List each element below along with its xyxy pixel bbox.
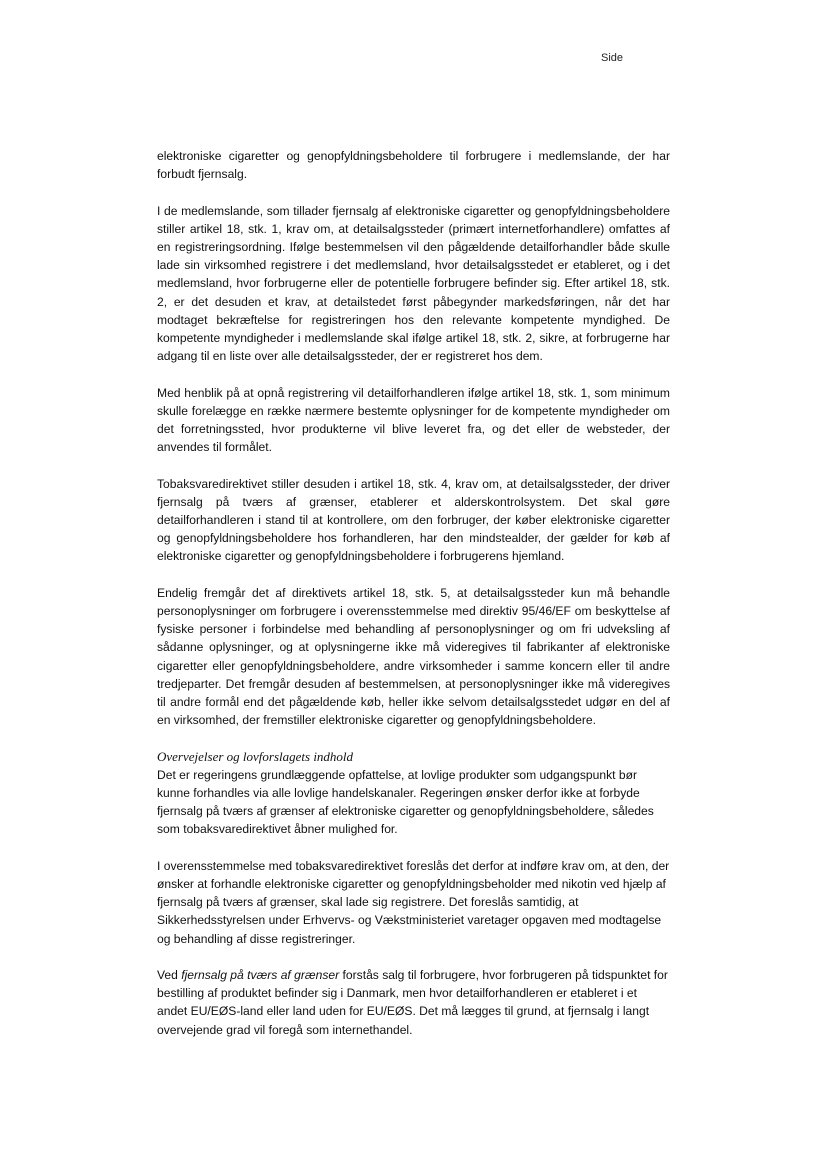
paragraph-8-term: fjernsalg på tværs af grænser <box>181 968 340 983</box>
section-heading: Overvejelser og lovforslagets indhold <box>157 748 354 764</box>
section-heading-wrapper <box>157 748 670 766</box>
paragraph-8-pre: Ved <box>157 968 182 983</box>
page-label: Side <box>601 52 624 64</box>
document-body <box>157 147 670 1057</box>
paragraph-5: Endelig fremgår det af direktivets artikel 18, stk. 5, at detailsalgssteder kun må behandle personoplysninger om forbrugere i overensstemmelse med direktiv 95/46/EF om beskyttelse af fysiske personer i forbindelse med behandling af personoplysninger og om fri udveksling af sådanne oplysninger, og at oplysningerne ikke må videregives til fabrikanter af elektroniske cigaretter eller genopfyldningsbeholdere, andre virksomheder i samme koncern eller til andre tredjeparter. Det fremgår desuden af bestemmelsen, at personoplysninger ikke må videregives til andre formål end det pågældende køb, heller ikke selvom detailsalgsstedet udgør en del af en virksomhed, der fremstiller elektroniske cigaretter og genopfyldningsbeholdere. <box>157 585 670 728</box>
paragraph-8-post: forstås salg til forbrugere, hvor forbrugeren på tidspunktet for bestilling af produktet befinder sig i Danmark, men hvor detailforhandleren er etableret i et andet EU/EØS-land eller land uden for EU/EØS. Det må lægges til grund, at fjernsalg i langt overvejende grad vil foregå som internethandel. <box>157 968 668 1037</box>
paragraph-2: I de medlemslande, som tillader fjernsalg af elektroniske cigaretter og genopfyldningsbeholdere stiller artikel 18, stk. 1, krav om, at detailsalgssteder (primært internetforhandlere) omfattes af en registreringsordning. Ifølge bestemmelsen vil den pågældende detailforhandler både skulle lade sin virksomhed registrere i det medlemsland, hvor detailsalgsstedet er etableret, og i det medlemsland, hvor forbrugerne eller de potentielle forbrugere befinder sig. Efter artikel 18, stk. 2, er det desuden et krav, at detailstedet først påbegynder markedsføringen, når det har modtaget bekræftelse for registreringen hos den relevante kompetente myndighed. De kompetente myndigheder i medlemslande skal ifølge artikel 18, stk. 2, sikre, at forbrugerne har adgang til en liste over alle detailsalgssteder, der er registreret hos dem. <box>157 203 670 364</box>
paragraph-8 <box>157 966 670 1039</box>
paragraph-3: Med henblik på at opnå registrering vil detailforhandleren ifølge artikel 18, stk. 1, som minimum skulle forelægge en række nærmere bestemte oplysninger for de kompetente myndigheder om det forretningssted, hvor produkterne vil blive leveret fra, og det eller de websteder, der anvendes til formålet. <box>157 385 670 455</box>
paragraph-7: I overensstemmelse med tobaksvaredirektivet foreslås det derfor at indføre krav om, at den, der ønsker at forhandle elektroniske cigaretter og genopfyldningsbeholder med nikotin ved hjælp af fjernsalg på tværs af grænser, skal lade sig registrere. Det foreslås samtidig, at Sikkerhedsstyrelsen under Erhvervs- og Vækstministeriet varetager opgaven med modtagelse og behandling af disse registreringer. <box>157 858 670 946</box>
paragraph-1: elektroniske cigaretter og genopfyldningsbeholdere til forbrugere i medlemslande, der har forbudt fjernsalg. <box>157 149 670 182</box>
paragraph-6: Det er regeringens grundlæggende opfattelse, at lovlige produkter som udgangspunkt bør kunne forhandles via alle lovlige handelskanaler. Regeringen ønsker derfor ikke at forbyde fjernsalg på tværs af grænser af elektroniske cigaretter og genopfyldningsbeholdere, således som tobaksvaredirektivet åbner mulighed for. <box>157 767 654 837</box>
paragraph-4: Tobaksvaredirektivet stiller desuden i artikel 18, stk. 4, krav om, at detailsalgssteder, der driver fjernsalg på tværs af grænser, etablerer et alderskontrolsystem. Det skal gøre detailforhandleren i stand til at kontrollere, om den forbruger, der køber elektroniske cigaretter og genopfyldningsbeholdere hos forhandleren, har den mindstealder, der gælder for køb af elektroniske cigaretter og genopfyldningsbeholdere i forbrugerens hjemland. <box>157 476 670 564</box>
